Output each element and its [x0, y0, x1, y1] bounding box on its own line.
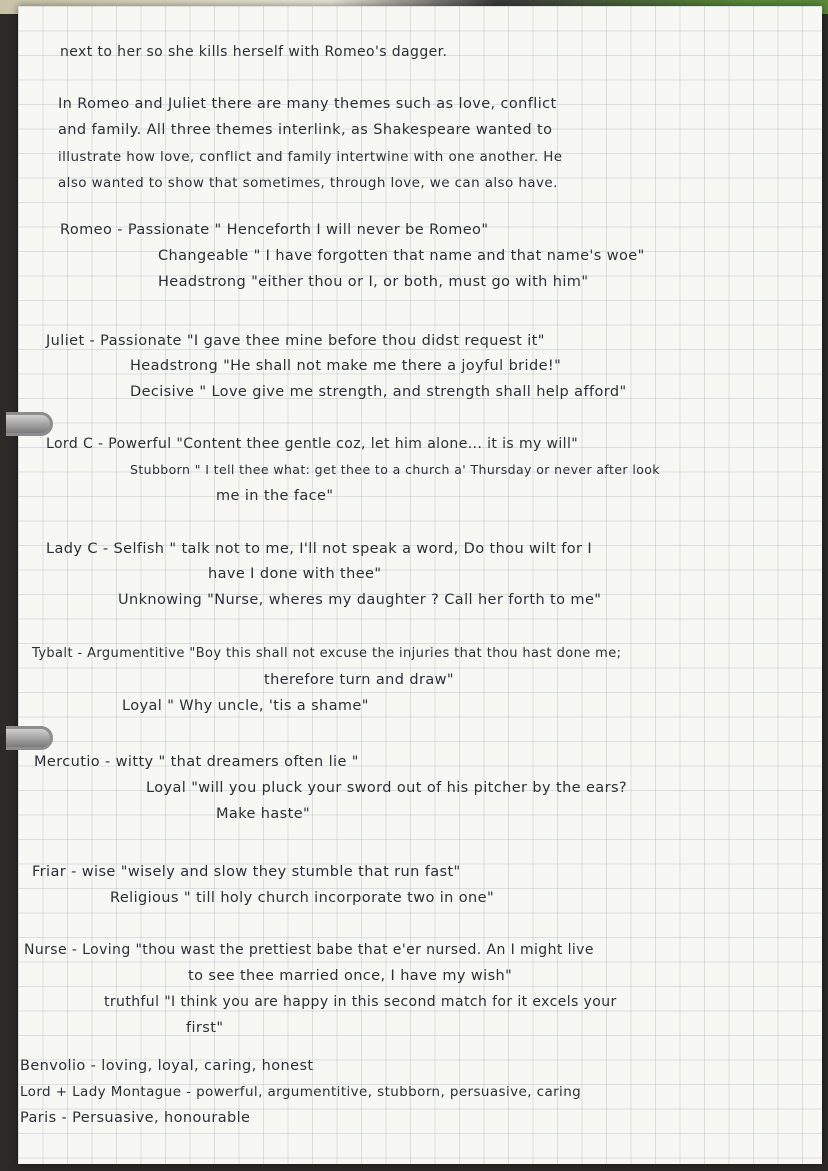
text-line: Unknowing "Nurse, wheres my daughter ? Call her forth to me" — [118, 592, 602, 608]
text-line: Lady C - Selfish " talk not to me, I'll not speak a word, Do thou wilt for I — [46, 541, 593, 557]
notebook-page — [18, 6, 822, 1164]
text-line: Tybalt - Argumentitive "Boy this shall not excuse the injuries that thou hast done me; — [32, 646, 622, 661]
text-line: first" — [186, 1020, 224, 1036]
text-line: therefore turn and draw" — [264, 672, 454, 688]
text-line: Friar - wise "wisely and slow they stumble that run fast" — [32, 864, 461, 880]
text-line: In Romeo and Juliet there are many themes such as love, conflict — [58, 96, 557, 112]
text-line: Headstrong "He shall not make me there a joyful bride!" — [130, 358, 562, 374]
text-line: Romeo - Passionate " Henceforth I will never be Romeo" — [60, 222, 489, 238]
text-line: Religious " till holy church incorporate two in one" — [110, 890, 495, 906]
text-line: also wanted to show that sometimes, through love, we can also have. — [58, 175, 558, 191]
text-line: illustrate how love, conflict and family intertwine with one another. He — [58, 149, 563, 165]
binder-ring — [6, 726, 53, 750]
text-line: Decisive " Love give me strength, and strength shall help afford" — [130, 384, 627, 400]
text-line: Benvolio - loving, loyal, caring, honest — [20, 1058, 314, 1074]
text-line: truthful "I think you are happy in this second match for it excels your — [104, 994, 617, 1010]
text-line: Headstrong "either thou or I, or both, must go with him" — [158, 274, 589, 290]
text-line: Lord + Lady Montague - powerful, argumentitive, stubborn, persuasive, caring — [20, 1084, 582, 1100]
text-line: Loyal " Why uncle, 'tis a shame" — [122, 698, 369, 714]
binder-ring — [6, 412, 53, 436]
text-line: Mercutio - witty " that dreamers often lie " — [34, 754, 359, 770]
text-line: Juliet - Passionate "I gave thee mine before thou didst request it" — [46, 333, 545, 349]
text-line: Stubborn " I tell thee what: get thee to a church a' Thursday or never after look — [130, 462, 660, 477]
text-line: Make haste" — [216, 806, 311, 822]
text-line: and family. All three themes interlink, as Shakespeare wanted to — [58, 122, 553, 138]
text-line: next to her so she kills herself with Romeo's dagger. — [60, 44, 448, 60]
text-line: have I done with thee" — [208, 566, 382, 582]
text-line: Lord C - Powerful "Content thee gentle coz, let him alone... it is my will" — [46, 436, 579, 452]
text-line: to see thee married once, I have my wish" — [188, 968, 513, 984]
text-line: Loyal "will you pluck your sword out of his pitcher by the ears? — [146, 780, 628, 796]
text-line: Paris - Persuasive, honourable — [20, 1110, 251, 1126]
text-line: Changeable " I have forgotten that name and that name's woe" — [158, 248, 645, 264]
text-line: me in the face" — [216, 488, 334, 504]
text-line: Nurse - Loving "thou wast the prettiest babe that e'er nursed. An I might live — [24, 942, 594, 958]
